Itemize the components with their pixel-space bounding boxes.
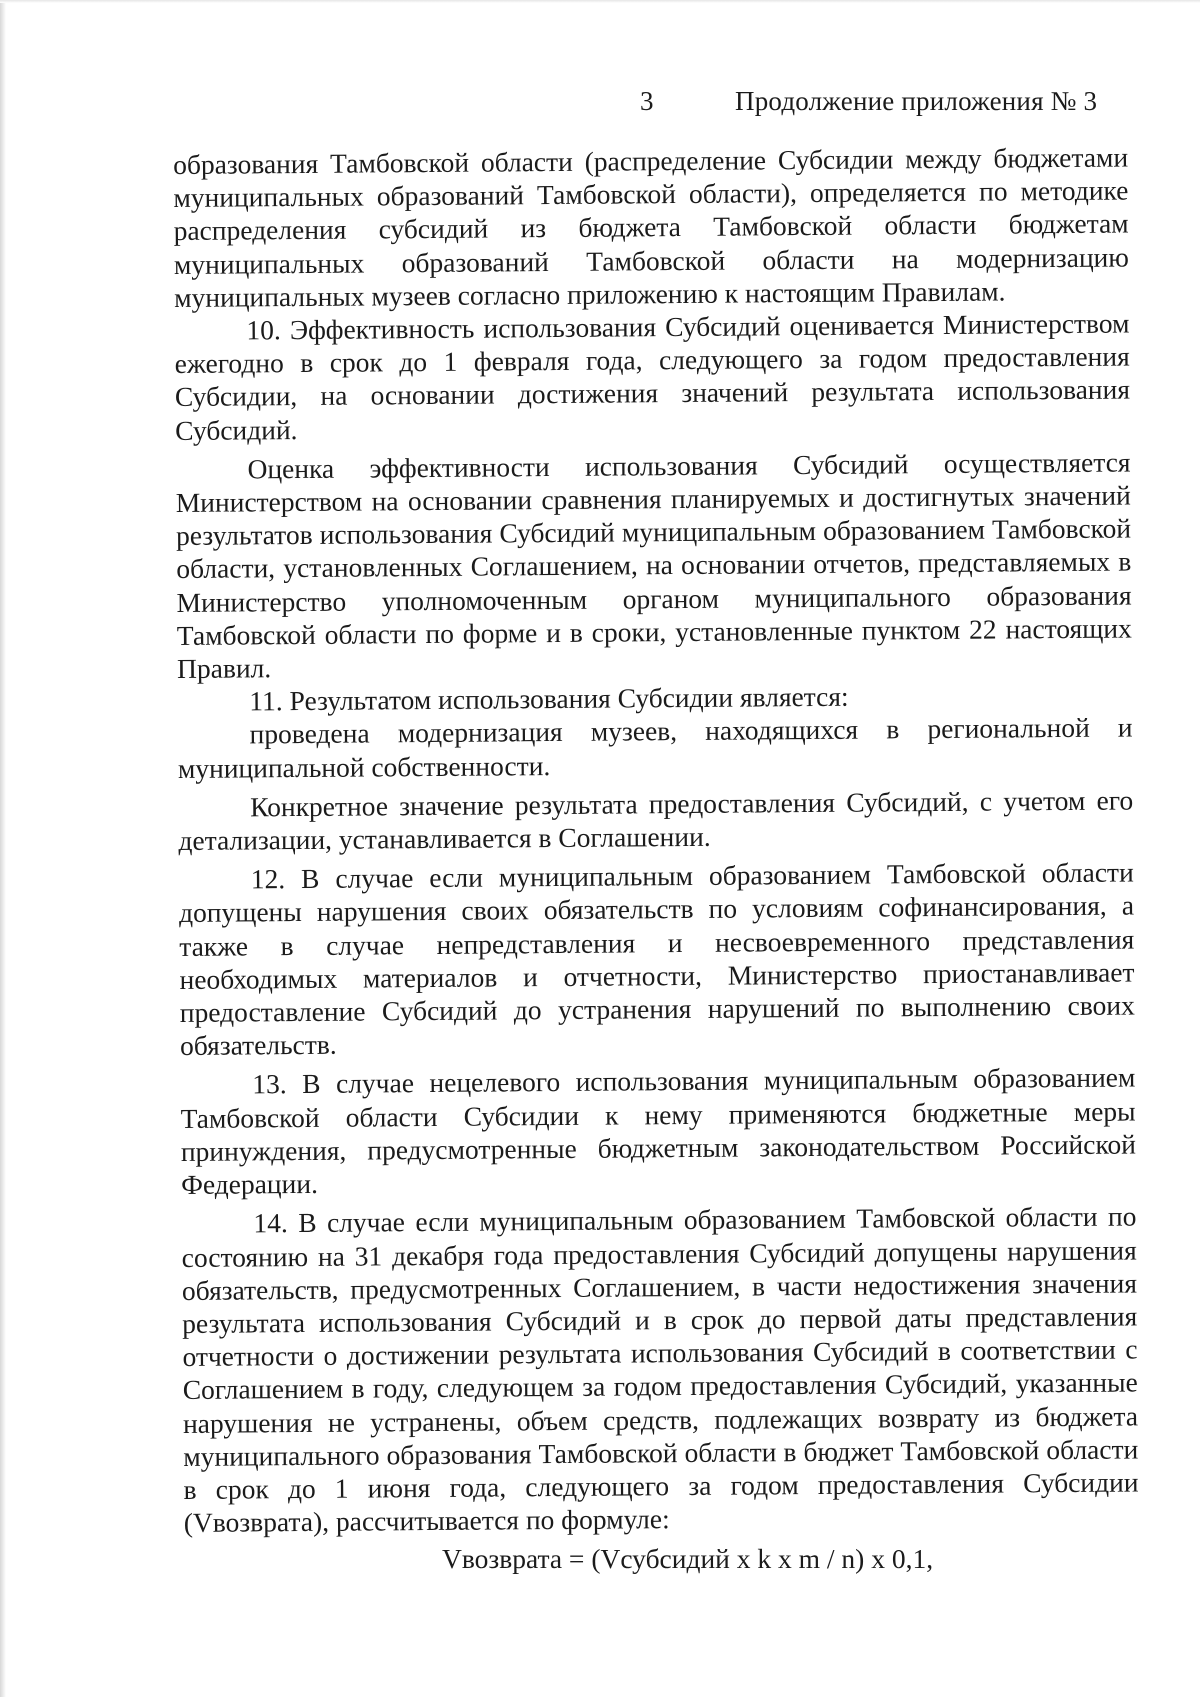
paragraph-result-value: Конкретное значение результата предоставления Субсидий, с учетом его детализации, устанавливается в Соглашении. — [178, 784, 1134, 857]
appendix-continuation-title: Продолжение приложения № 3 — [735, 86, 1098, 116]
paragraph-12: 12. В случае если муниципальным образованием Тамбовской области допущены нарушения своих обязательств по условиям софинансирования, а также в случае непредставления и несвоевременного представления необходимых материалов и отчетности, Министерство приостанавливает предоставление Субсидий до устранения нарушений по выполнению своих обязательств. — [178, 856, 1135, 1062]
paragraph-result: проведена модернизация музеев, находящихся в региональной и муниципальной собственности. — [177, 711, 1133, 784]
paragraph-continuation: образования Тамбовской области (распределение Субсидии между бюджетами муниципальных образований Тамбовской области), определяется по методике распределения субсидий из бюджета Тамбовской области бюджетам муниципальных образований Тамбовской области на модернизацию муниципальных музеев согласно приложению к настоящим Правилам. — [173, 141, 1130, 313]
scan-edge-top — [0, 0, 1200, 3]
paragraph-evaluation: Оценка эффективности использования Субсидий осуществляется Министерством на основании сравнения планируемых и достигнутых значений результатов использования Субсидий муниципальным образованием Тамбовской области, установленных Соглашением, на основании отчетов, представляемых в Министерство уполномоченным органом муниципального образования Тамбовской области по форме и в сроки, установленные пунктом 22 настоящих Правил. — [175, 446, 1132, 685]
document-body — [173, 140, 1139, 1539]
paragraph-10: 10. Эффективность использования Субсидий оценивается Министерством ежегодно в срок до 1 февраля года, следующего за годом предоставления Субсидии, на основании достижения значений результата использования Субсидий. — [174, 307, 1131, 446]
refund-formula: Vвозврата = (Vсубсидий x k x m / n) x 0,1, — [442, 1543, 934, 1574]
page-header — [0, 86, 1200, 122]
page-number: 3 — [640, 86, 654, 116]
paragraph-13: 13. В случае нецелевого использования муниципальным образованием Тамбовской области Субсидии к нему применяются бюджетные меры принуждения, предусмотренные бюджетным законодательством Российской Федерации. — [180, 1061, 1136, 1201]
scan-edge-left — [0, 0, 6, 1697]
paragraph-11: 11. Результатом использования Субсидии является: — [249, 680, 849, 717]
paragraph-14: 14. В случае если муниципальным образованием Тамбовской области по состоянию на 31 декабря года предоставления Субсидий допущены нарушения обязательств, предусмотренных Соглашением, в части недостижения значения результата использования Субсидий и в срок до первой даты представления отчетности о достижении результата использования Субсидий в соответствии с Соглашением в году, следующем за годом предоставления Субсидий, указанные нарушения не устранены, объем средств, подлежащих возврату из бюджета муниципального образования Тамбовской области в бюджет Тамбовской области в срок до 1 июня года, следующего за годом предоставления Субсидии (Vвозврата), рассчитывается по формуле: — [181, 1200, 1139, 1539]
